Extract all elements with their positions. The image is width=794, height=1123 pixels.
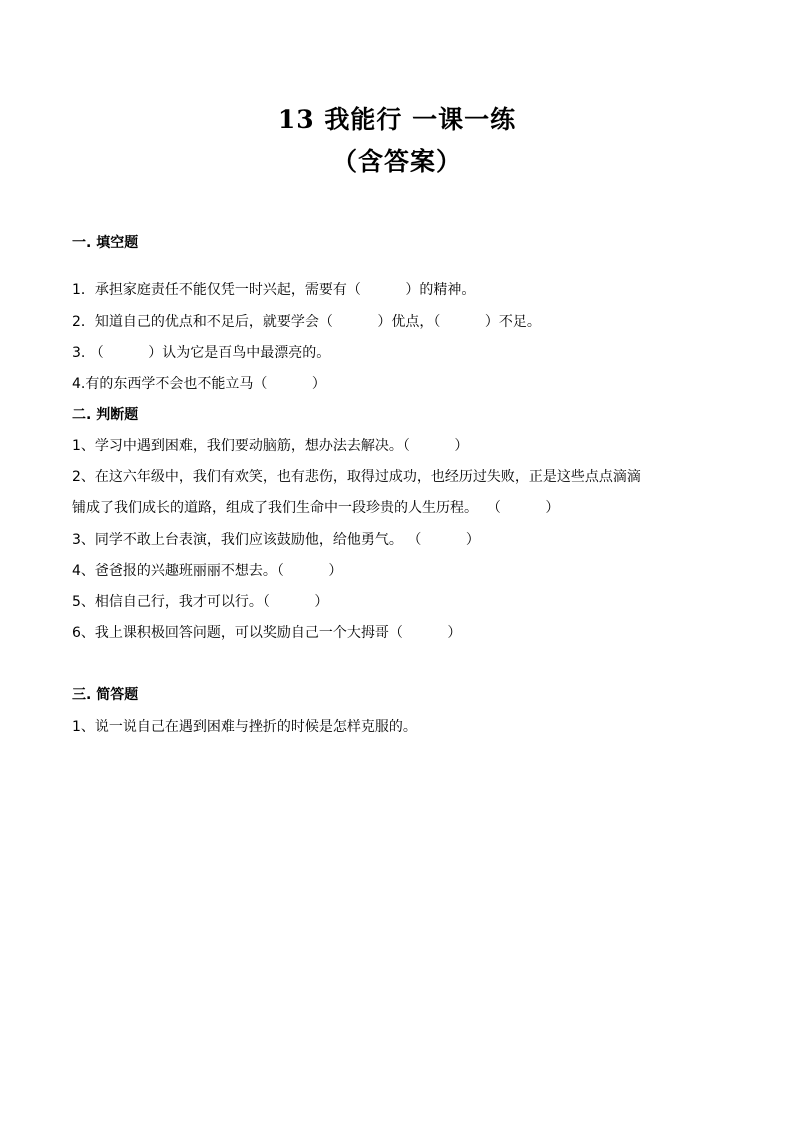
question-line: 4、爸爸报的兴趣班丽丽不想去。（ ） [72, 563, 343, 579]
question-line: 铺成了我们成长的道路，组成了我们生命中一段珍贵的人生历程。 （ ） [72, 500, 560, 516]
section-heading-short-answer: 三. 简答题 [72, 687, 139, 703]
page-title: 13 我能行 一课一练 [277, 105, 517, 134]
question-line: 3、同学不敢上台表演，我们应该鼓励他，给他勇气。 （ ） [72, 532, 480, 548]
section-heading-fill-blank: 一. 填空题 [72, 235, 139, 251]
page-subtitle: （含答案） [331, 147, 462, 176]
question-line: 1、说一说自己在遇到困难与挫折的时候是怎样克服的。 [72, 719, 417, 735]
question-line: 1、学习中遇到困难，我们要动脑筋，想办法去解决。（ ） [72, 438, 469, 454]
question-line: 2．知道自己的优点和不足后，就要学会（ ）优点，（ ）不足。 [72, 314, 541, 330]
question-line: 5、相信自己行，我才可以行。（ ） [72, 594, 329, 610]
question-line: 2、在这六年级中，我们有欢笑，也有悲伤，取得过成功，也经历过失败，正是这些点点滴滴 [72, 469, 641, 485]
section-heading-true-false: 二. 判断题 [72, 407, 139, 423]
question-line: 4.有的东西学不会也不能立马（ ） [72, 376, 326, 392]
question-line: 3. （ ）认为它是百鸟中最漂亮的。 [72, 345, 331, 361]
question-line: 1．承担家庭责任不能仅凭一时兴起，需要有（ ）的精神。 [72, 282, 476, 298]
question-line: 6、我上课积极回答问题，可以奖励自己一个大拇哥（ ） [72, 625, 462, 641]
